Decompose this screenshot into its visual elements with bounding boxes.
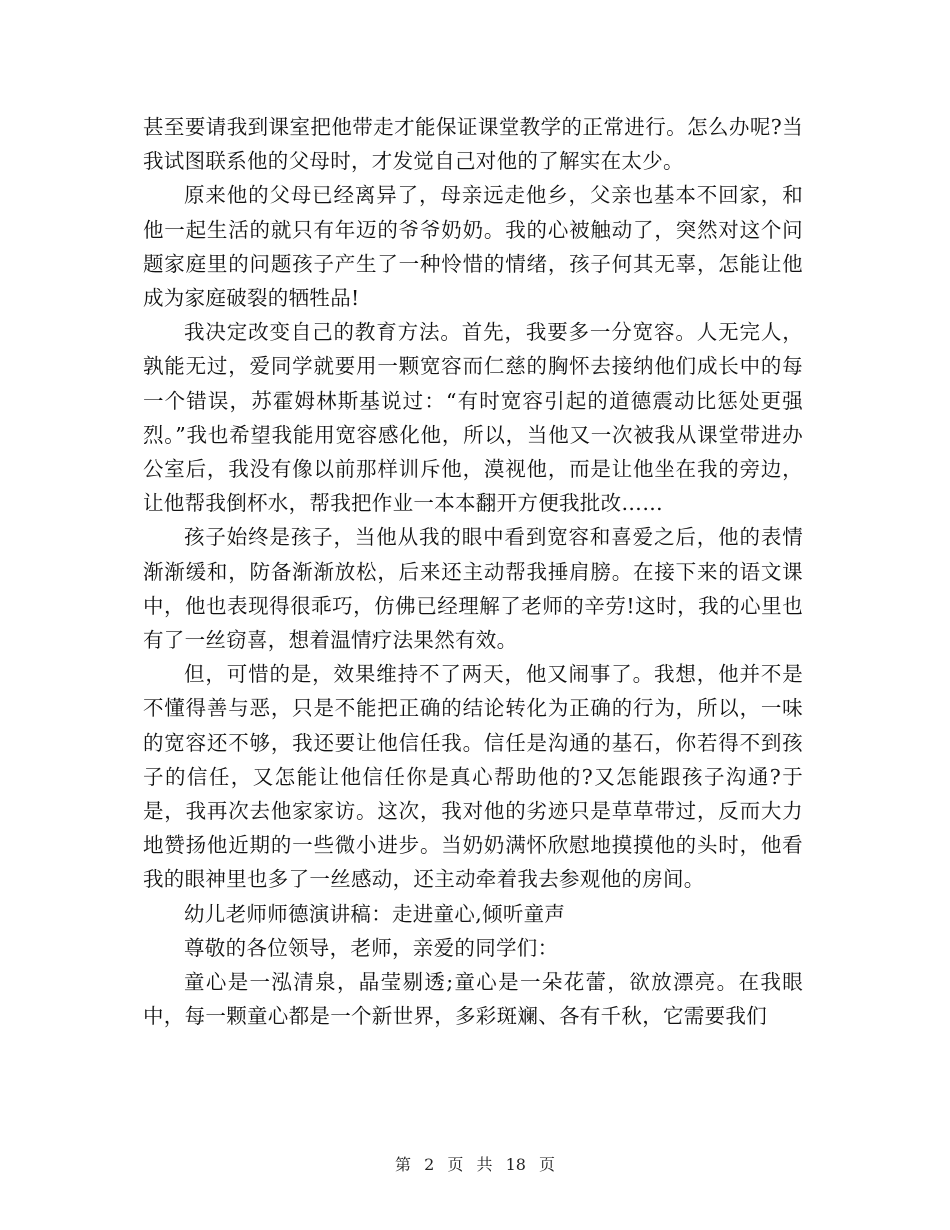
document-body <box>143 110 803 1033</box>
paragraph-1: 甚至要请我到课室把他带走才能保证课堂教学的正常进行。怎么办呢?当我试图联系他的父母时，才发觉自己对他的了解实在太少。 <box>143 115 803 174</box>
footer-gong: 共 <box>476 1155 493 1174</box>
paragraph-3: 我决定改变自己的教育方法。首先，我要多一分宽容。人无完人，孰能无过，爱同学就要用一颗宽容而仁慈的胸怀去接纳他们成长中的每一个错误，苏霍姆林斯基说过：“有时宽容引起的道德震动比惩处更强烈。”我也希望我能用宽容感化他，所以，当他又一次被我从课堂带进办公室后，我没有像以前那样训斥他，漠视他，而是让他坐在我的旁边，让他帮我倒杯水，帮我把作业一本本翻开方便我批改…… <box>143 320 803 516</box>
footer-page-number: 2 <box>424 1155 435 1174</box>
footer-total-pages: 18 <box>505 1155 526 1174</box>
paragraph-5: 但，可惜的是，效果维持不了两天，他又闹事了。我想，他并不是不懂得善与恶，只是不能把正确的结论转化为正确的行为，所以，一味的宽容还不够，我还要让他信任我。信任是沟通的基石，你若得不到孩子的信任，又怎能让他信任你是真心帮助他的?又怎能跟孩子沟通?于是，我再次去他家家访。这次，我对他的劣迹只是草草带过，反而大力地赞扬他近期的一些微小进步。当奶奶满怀欣慰地摸摸他的头时，他看我的眼神里也多了一丝感动，还主动牵着我去参观他的房间。 <box>143 662 803 892</box>
footer-ye: 页 <box>447 1155 464 1174</box>
paragraph-2: 原来他的父母已经离异了，母亲远走他乡，父亲也基本不回家，和他一起生活的就只有年迈的爷爷奶奶。我的心被触动了，突然对这个问题家庭里的问题孩子产生了一种怜惜的情绪，孩子何其无辜，怎能让他成为家庭破裂的牺牲品! <box>143 183 803 311</box>
footer-di: 第 <box>394 1155 411 1174</box>
paragraph-4: 孩子始终是孩子，当他从我的眼中看到宽容和喜爱之后，他的表情渐渐缓和，防备渐渐放松，后来还主动帮我捶肩膀。在接下来的语文课中，他也表现得很乖巧，仿佛已经理解了老师的辛劳!这时，我的心里也有了一丝窃喜，想着温情疗法果然有效。 <box>143 525 803 653</box>
speech-title: 幼儿老师师德演讲稿：走进童心,倾听童声 <box>184 901 566 926</box>
speech-salutation: 尊敬的各位领导，老师，亲爱的同学们： <box>184 935 559 960</box>
page-footer <box>0 1152 950 1175</box>
paragraph-8: 童心是一泓清泉，晶莹剔透;童心是一朵花蕾，欲放漂亮。在我眼中，每一颗童心都是一个新世界，多彩斑斓、各有千秋，它需要我们 <box>143 970 803 1029</box>
footer-ye-2: 页 <box>539 1155 556 1174</box>
